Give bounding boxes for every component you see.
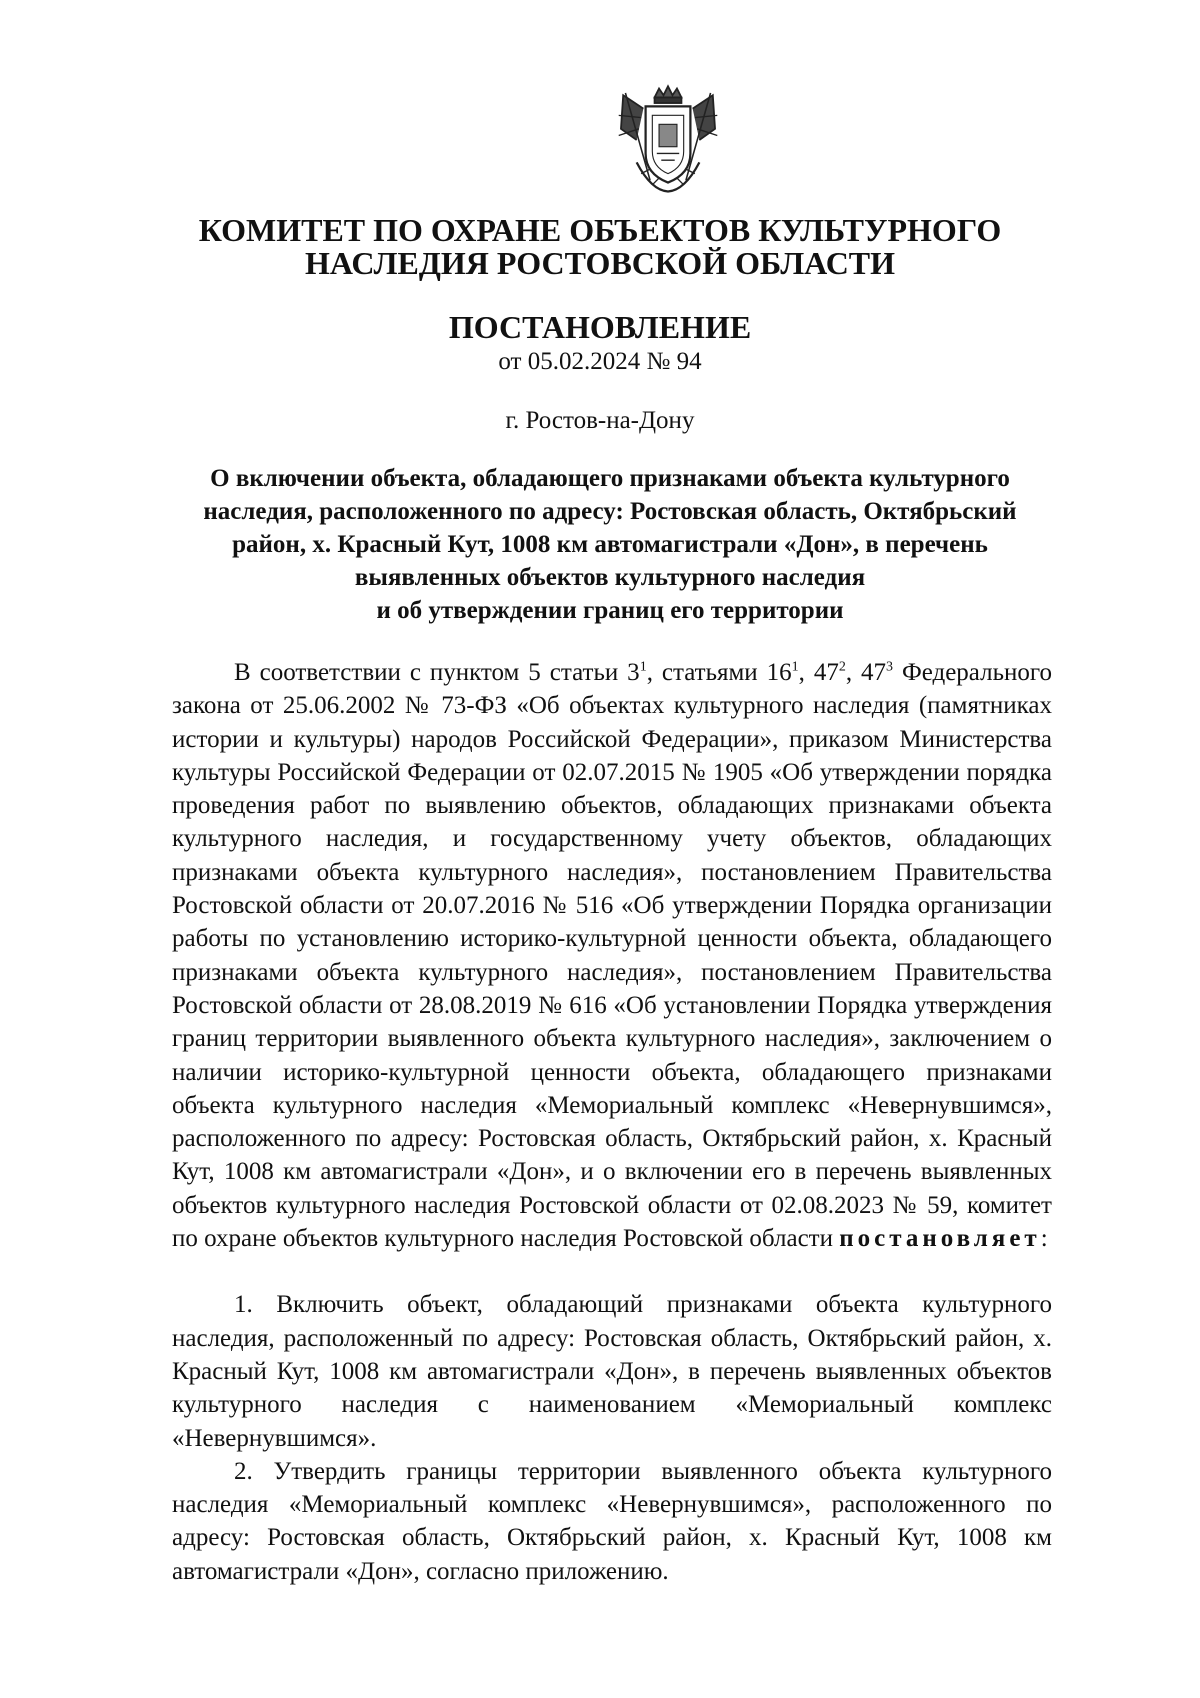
preamble-paragraph	[172, 656, 1052, 1255]
resolves-word: постановляет	[839, 1225, 1041, 1253]
superscript: 1	[791, 659, 799, 675]
document-type: ПОСТАНОВЛЕНИЕ	[448, 309, 752, 345]
preamble-text: :	[1040, 1225, 1048, 1253]
superscript: 1	[639, 659, 647, 675]
resolution-item-2: 2. Утвердить границы территории выявленного объекта культурного наследия «Мемориальный комплекс «Невернувшимся», расположенного по адресу: Ростовская область, Октябрьский район, х. Красный Кут, 1008 км автомагистрали «Дон», согласно приложению.	[172, 1457, 1052, 1585]
subject-line-3: район, х. Красный Кут, 1008 км автомагистрали «Дон», в перечень	[232, 531, 988, 558]
organization-name	[150, 214, 1050, 280]
subject-line-5: и об утверждении границ его территории	[376, 597, 844, 624]
superscript: 3	[886, 659, 894, 675]
preamble-text: , 47	[798, 659, 839, 686]
preamble-text: В соответствии с пунктом 5 статьи 3	[234, 659, 640, 686]
organization-name-line-2: НАСЛЕДИЯ РОСТОВСКОЙ ОБЛАСТИ	[304, 245, 896, 281]
organization-name-line-1: КОМИТЕТ ПО ОХРАНЕ ОБЪЕКТОВ КУЛЬТУРНОГО	[198, 212, 1002, 248]
document-subject	[175, 462, 1045, 627]
document-date-number: от 05.02.2024 № 94	[498, 348, 702, 375]
document-body	[172, 656, 1052, 1588]
subject-line-4: выявленных объектов культурного наследия	[354, 564, 866, 591]
document-city: г. Ростов-на-Дону	[505, 407, 695, 434]
resolution-item-1: 1. Включить объект, обладающий признаками объекта культурного наследия, расположенный по адресу: Ростовская область, Октябрьский район, х. Красный Кут, 1008 км автомагистрали «Дон», в перечень выявленных объектов культурного наследия с наименованием «Мемориальный комплекс «Невернувшимся».	[172, 1291, 1052, 1452]
coat-of-arms-icon	[612, 84, 724, 196]
subject-line-1: О включении объекта, обладающего признаками объекта культурного	[210, 465, 1010, 492]
preamble-text: , статьями 16	[646, 659, 792, 686]
superscript: 2	[838, 659, 846, 675]
subject-line-2: наследия, расположенного по адресу: Ростовская область, Октябрьский	[203, 498, 1017, 525]
preamble-text: Федерального закона от 25.06.2002 № 73-ФЗ «Об объектах культурного наследия (памятниках истории и культуры) народов Российской Федерации», приказом Министерства культуры Российской Федерации от 02.07.2015 № 1905 «Об утверждении порядка проведения работ по выявлению объектов, обладающих признаками объекта культурного наследия, и государственному учету объектов, обладающих признаками объекта культурного наследия», постановлением Правительства Ростовской области от 20.07.2016 № 516 «Об утверждении Порядка организации работы по установлению историко-культурной ценности объекта, обладающего признаками объекта культурного наследия», постановлением Правительства Ростовской области от 28.08.2019 № 616 «Об установлении Порядка утверждения границ территории выявленного объекта культурного наследия», заключением о наличии историко-культурной ценности объекта, обладающего признаками объекта культурного наследия «Мемориальный комплекс «Невернувшимся», расположенного по адресу: Ростовская область, Октябрьский район, х. Красный Кут, 1008 км автомагистрали «Дон», и о включении его в перечень выявленных объектов культурного наследия Ростовской области от 02.08.2023 № 59, комитет по охране объектов культурного наследия Ростовской области	[172, 659, 1053, 1253]
preamble-text: , 47	[845, 659, 887, 686]
